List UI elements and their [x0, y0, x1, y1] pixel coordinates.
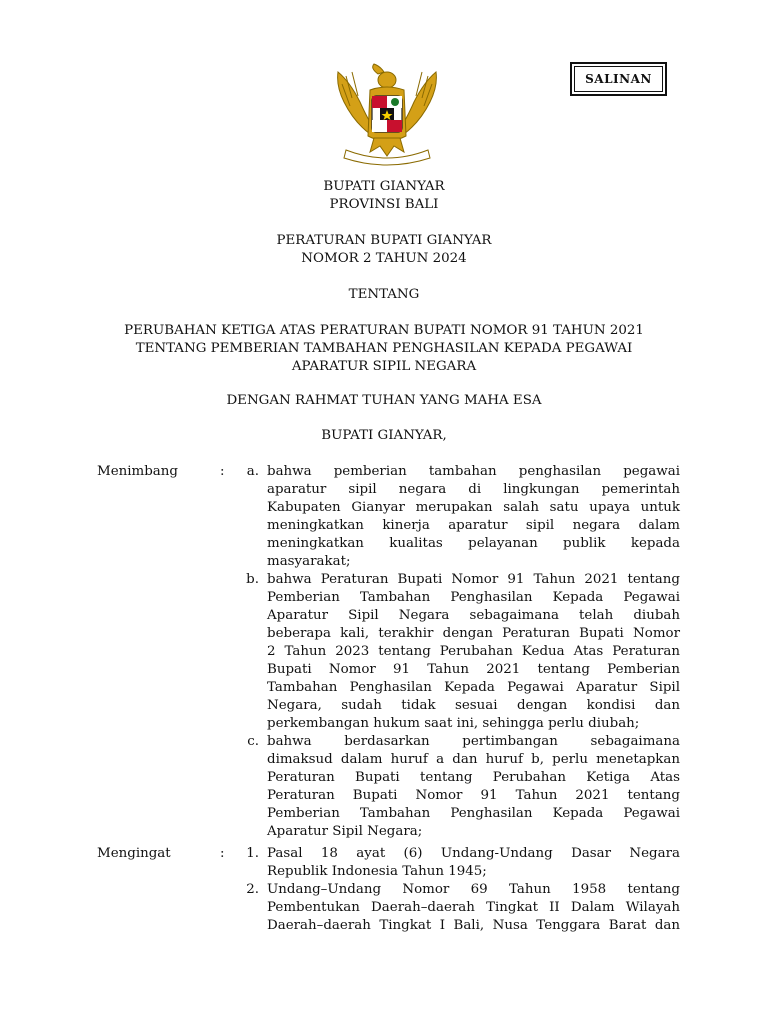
- mengingat-item-1: [267, 845, 680, 881]
- menimbang-colon: :: [220, 464, 225, 479]
- mengingat-colon: :: [220, 846, 225, 861]
- text-line: Kabupaten Gianyar merupakan salah satu upaya untuk: [267, 500, 680, 515]
- text-line: bahwa Peraturan Bupati Nomor 91 Tahun 2021 tentang: [267, 572, 680, 587]
- text-line: 2 Tahun 2023 tentang Perubahan Kedua Atas Peraturan: [267, 644, 680, 659]
- province-title: PROVINSI BALI: [329, 197, 439, 212]
- text-line: dimaksud dalam huruf a dan huruf b, perlu menetapkan: [267, 752, 680, 767]
- text-line: Undang–Undang Nomor 69 Tahun 1958 tentang: [267, 882, 680, 897]
- stamp-label: SALINAN: [585, 72, 652, 86]
- text-line: masyarakat;: [267, 554, 351, 569]
- official-title: BUPATI GIANYAR: [323, 179, 445, 194]
- item-marker: c.: [247, 734, 259, 749]
- text-line: Negara, sudah tidak sesuai dengan kondisi dan: [267, 698, 680, 713]
- about-heading: TENTANG: [348, 287, 420, 302]
- item-marker: 2.: [246, 882, 259, 897]
- garuda-pancasila-emblem-icon: [330, 62, 444, 172]
- menimbang-item-a: [267, 463, 680, 571]
- text-line: Pasal 18 ayat (6) Undang-Undang Dasar Negara: [267, 846, 680, 861]
- menimbang-item-c: [267, 733, 680, 841]
- text-line: meningkatkan kinerja aparatur sipil negara dalam: [267, 518, 680, 533]
- regulation-title: PERATURAN BUPATI GIANYAR: [276, 233, 492, 248]
- text-line: Aparatur Sipil Negara;: [267, 824, 423, 839]
- subject-line: PERUBAHAN KETIGA ATAS PERATURAN BUPATI NOMOR 91 TAHUN 2021: [124, 323, 644, 338]
- subject-line: TENTANG PEMBERIAN TAMBAHAN PENGHASILAN KEPADA PEGAWAI: [135, 341, 633, 356]
- mengingat-item-2: [267, 881, 680, 935]
- blessing-line: DENGAN RAHMAT TUHAN YANG MAHA ESA: [226, 393, 542, 408]
- text-line: aparatur sipil negara di lingkungan pemerintah: [267, 482, 680, 497]
- text-line: beberapa kali, terakhir dengan Peraturan Bupati Nomor: [267, 626, 680, 641]
- text-line: perkembangan hukum saat ini, sehingga perlu diubah;: [267, 716, 640, 731]
- text-line: Tambahan Penghasilan Kepada Pegawai Aparatur Sipil: [267, 680, 680, 695]
- text-line: Peraturan Bupati Nomor 91 Tahun 2021 tentang: [267, 788, 680, 803]
- salinan-stamp: [570, 62, 667, 96]
- text-line: Republik Indonesia Tahun 1945;: [267, 864, 487, 879]
- text-line: Peraturan Bupati tentang Perubahan Ketiga Atas: [267, 770, 680, 785]
- item-marker: 1.: [246, 846, 259, 861]
- text-line: Pembentukan Daerah–daerah Tingkat II Dalam Wilayah: [267, 900, 680, 915]
- item-marker: a.: [246, 464, 259, 479]
- text-line: Pemberian Tambahan Penghasilan Kepada Pegawai: [267, 806, 680, 821]
- subject-line: APARATUR SIPIL NEGARA: [291, 359, 477, 374]
- text-line: Aparatur Sipil Negara sebagaimana telah diubah: [267, 608, 680, 623]
- text-line: bahwa pemberian tambahan penghasilan pegawai: [267, 464, 680, 479]
- text-line: meningkatkan kualitas pelayanan publik kepada: [267, 536, 680, 551]
- text-line: Pemberian Tambahan Penghasilan Kepada Pegawai: [267, 590, 680, 605]
- menimbang-label: Menimbang: [97, 464, 178, 479]
- mengingat-label: Mengingat: [97, 846, 171, 861]
- menimbang-item-b: [267, 571, 680, 733]
- text-line: bahwa berdasarkan pertimbangan sebagaimana: [267, 734, 680, 749]
- item-marker: b.: [246, 572, 259, 587]
- text-line: Daerah–daerah Tingkat I Bali, Nusa Tenggara Barat dan: [267, 918, 680, 933]
- regulation-number: NOMOR 2 TAHUN 2024: [301, 251, 467, 266]
- text-line: Bupati Nomor 91 Tahun 2021 tentang Pemberian: [267, 662, 680, 677]
- issuer-line: BUPATI GIANYAR,: [321, 428, 447, 443]
